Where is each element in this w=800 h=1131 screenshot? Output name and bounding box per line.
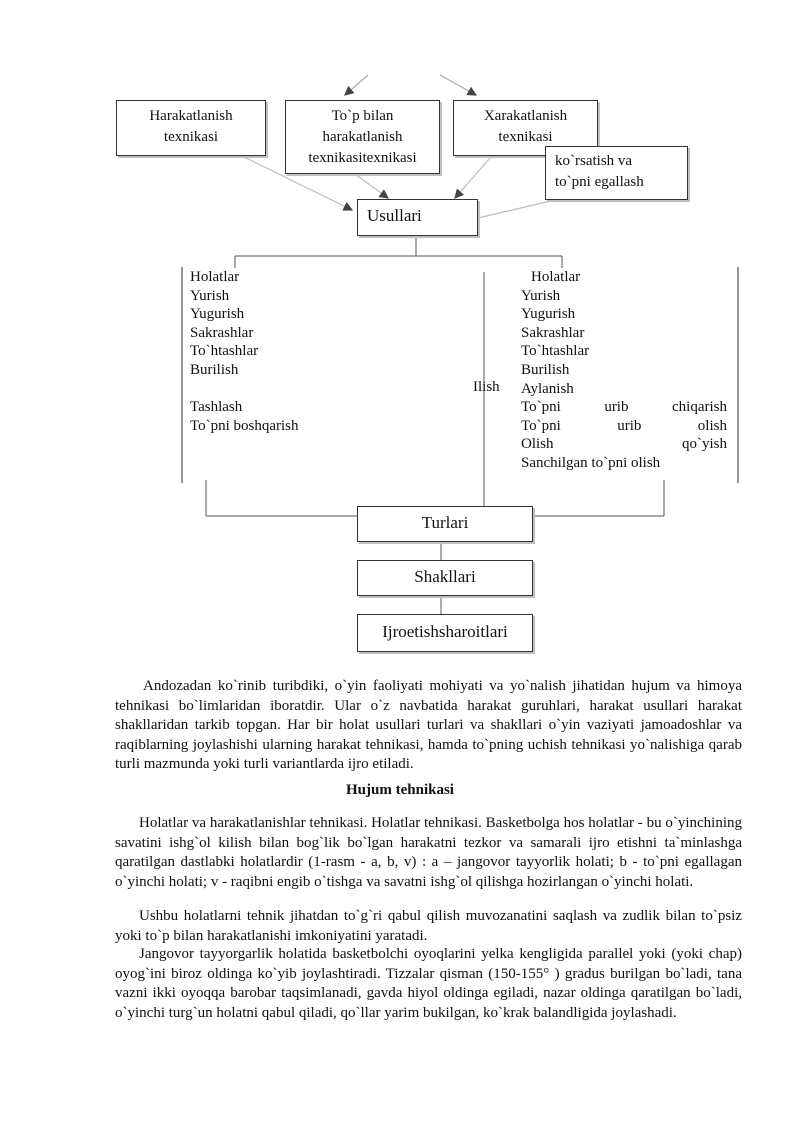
ilish-label: Ilish <box>473 379 500 395</box>
box-top-bilan-harakatlanish <box>285 100 440 174</box>
ijro-label: Ijroetishsharoitlari <box>382 622 508 641</box>
intro-paragraph: Andozadan ko`rinib turibdiki, o`yin faoliyati mohiyati va yo`nalish jihatidan hujum va himoya tehnikasi bo`limlaridan iboratdir. Ular o`z navbatida harakat guruhlari, harakat usullari harakat shakllaridan tarkib topgan. Har bir holat usullari turlari va shakllari o`yin vaziyati jamoadoshlar va raqiblarning joylashishi ularning harakat tehnikasi, hamda to`pning uchish tehnikasi yo`nalishiga qarab turli mazmunda yoki turli variantlarda ijro etiladi. <box>115 678 742 772</box>
box-line: texnikasi <box>498 129 553 145</box>
list-item: To`pni boshqarish <box>190 417 299 434</box>
box-turlari <box>357 506 533 542</box>
section-heading: Hujum tehnikasi <box>346 782 454 798</box>
box-line: To`p bilan <box>331 108 394 124</box>
list-item <box>521 417 727 436</box>
list-word: Olish <box>521 436 554 453</box>
list-item: Sanchilgan to`pni olish <box>521 454 661 471</box>
list-item: Burilish <box>190 361 239 378</box>
list-item: Aylanish <box>521 380 574 397</box>
paragraph-1: Holatlar va harakatlanishlar tehnikasi. Holatlar tehnikasi. Basketbolga hos holatlar - bu o`yinchining savatini ishg`ol kilish bilan bog`lik bo`lgan harakatni tezkor va samarali ijro etishni ta`minlashga qaratilgan dastlabki holatlardir (1-rasm - a, b, v) : a – jangovor tayyorlik holati; b - to`pni egallagan o`yinchi holati; v - raqibni engib o`tishga va savatni ishg`ol qilishga hozirlangan o`yinchi holati. <box>115 815 742 890</box>
list-item <box>190 380 299 399</box>
list-item: Sakrashlar <box>521 324 585 341</box>
list-item: Burilish <box>521 361 570 378</box>
list-item: Tashlash <box>190 399 243 416</box>
box-line: Xarakatlanish <box>483 108 568 124</box>
paragraph-2: Ushbu holatlarni tehnik jihatdan to`g`ri qabul qilish muvozanatini saqlash va zudlik bilan to`psiz yoki to`p bilan harakatlanishi imkoniyatini yaratadi. <box>115 908 742 944</box>
list-word: urib <box>617 417 642 434</box>
box-line: Harakatlanish <box>149 108 233 124</box>
turlari-label: Turlari <box>421 513 469 532</box>
box-korsatish-egallash <box>545 146 688 200</box>
list-word: olish <box>697 417 727 434</box>
box-harakatlanish-texnikasi <box>116 100 266 156</box>
list-word: To`pni <box>521 417 561 434</box>
right-list <box>521 268 727 473</box>
paragraph-3: Jangovor tayyorgarlik holatida basketbolchi oyoqlarini yelka kengligida parallel yoki (yoki chap) oyog`ini biroz oldinga ko`yib joylashtiradi. Tizzalar qisman (150-155° ) gradus burilgan bo`ladi, tana vazni ikki oyoqqa barobar taqsimlanadi, gavda hiyol oldinga egiladi, nazar oldinga qaratilgan bo`ladi, o`yinchi turg`un holatni qabul qiladi, qo`llar yarim bukilgan, ko`krak balandligida joylashadi. <box>115 946 742 1021</box>
box-line: texnikasi <box>163 129 219 145</box>
list-item <box>521 435 727 454</box>
list-item: To`htashlar <box>521 343 590 360</box>
box-ijro-sharoitlari <box>357 614 533 652</box>
list-word: To`pni <box>521 399 561 416</box>
usullari-label: Usullari <box>367 206 422 225</box>
box-line: to`pni egallash <box>555 174 644 190</box>
list-item <box>521 398 727 417</box>
box-usullari <box>357 199 478 236</box>
list-item: Holatlar <box>531 269 581 285</box>
list-item: Yurish <box>521 287 561 304</box>
left-list <box>190 268 299 435</box>
shakllari-label: Shakllari <box>414 567 476 586</box>
list-item: Sakrashlar <box>190 324 254 341</box>
list-item: Yugurish <box>190 306 245 323</box>
list-item: To`htashlar <box>190 343 259 360</box>
list-word: chiqarish <box>672 399 727 416</box>
list-word: qo`yish <box>682 436 727 453</box>
list-item: Yurish <box>190 287 230 304</box>
list-item: Holatlar <box>190 269 240 285</box>
list-item: Yugurish <box>521 306 576 323</box>
box-line: texnikasitexnikasi <box>308 150 417 166</box>
box-line: harakatlanish <box>322 129 403 145</box>
list-word: urib <box>604 399 629 416</box>
box-shakllari <box>357 560 533 596</box>
box-line: ko`rsatish va <box>555 153 633 169</box>
